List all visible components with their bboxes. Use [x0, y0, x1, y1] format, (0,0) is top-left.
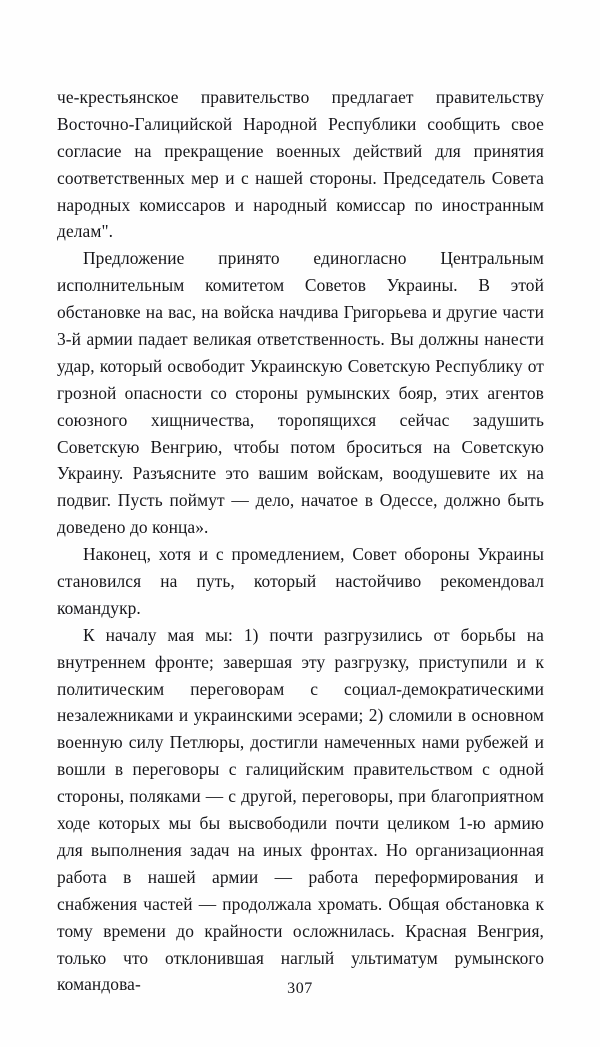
body-text-column [57, 84, 544, 998]
paragraph: К началу мая мы: 1) почти разгрузились от борьбы на внутреннем фронте; завершая эту разгрузку, приступили и к политическим переговорам с социал-демократическими незалежниками и украинскими эсерами; 2) сломили в основном военную силу Петлюры, достигли намеченных нами рубежей и вошли в переговоры с галицийским правительством с одной стороны, поляками — с другой, переговоры, при благоприятном ходе которых мы бы высвободили почти целиком 1-ю армию для выполнения задач на иных фронтах. Но организационная работа в нашей армии — работа переформирования и снабжения частей — продолжала хромать. Общая обстановка к тому времени до крайности осложнилась. Красная Венгрия, только что отклонившая наглый ультиматум румынского командова- [57, 624, 544, 995]
paragraph: че-крестьянское правительство предлагает правительству Восточно-Галицийской Народной Республики сообщить свое согласие на прекращение военных действий для принятия соответственных мер и с нашей стороны. Председатель Совета народных комиссаров и народный комиссар по иностранным делам". [57, 87, 544, 242]
paragraph: Наконец, хотя и с промедлением, Совет обороны Украины становился на путь, который настойчиво рекомендовал командукр. [57, 544, 544, 618]
page-number-value: 307 [287, 980, 313, 997]
page-number [0, 980, 600, 998]
paragraph: Предложение принято единогласно Центральным исполнительным комитетом Советов Украины. В этой обстановке на вас, на войска начдива Григорьева и другие части 3-й армии падает великая ответственность. Вы должны нанести удар, который освободит Украинскую Советскую Республику от грозной опасности со стороны румынских бояр, этих агентов союзного хищничества, торопящихся сейчас задушить Советскую Венгрию, чтобы потом броситься на Советскую Украину. Разъясните это вашим войскам, воодушевите их на подвиг. Пусть поймут — дело, начатое в Одессе, должно быть доведено до конца». [57, 248, 544, 538]
